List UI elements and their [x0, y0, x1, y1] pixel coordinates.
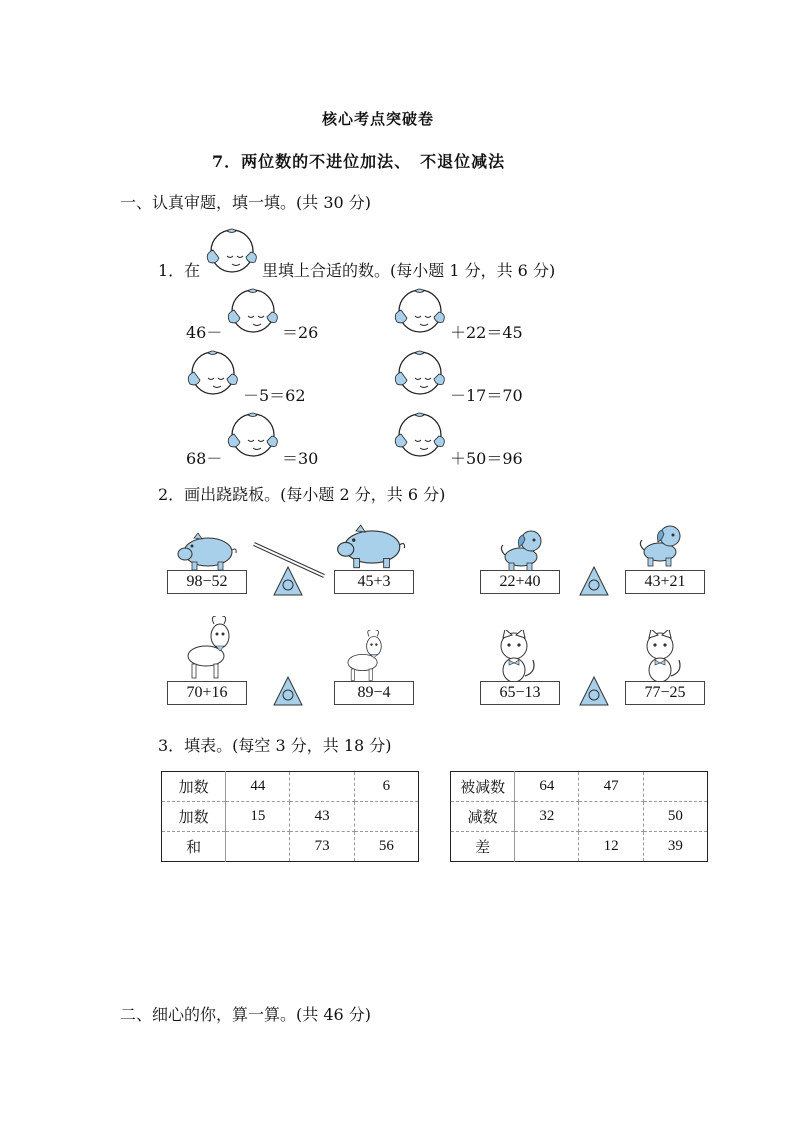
- table-cell: 39: [643, 832, 707, 862]
- expression-card: 70+16: [167, 681, 247, 705]
- answer-cell[interactable]: [643, 772, 707, 802]
- table-row: [162, 802, 419, 832]
- q1-item-1-before: 46－: [186, 323, 223, 342]
- fulcrum-triangle-icon: [273, 565, 304, 597]
- q1-item-6-after: ＋50＝96: [450, 449, 523, 468]
- page-title: 核心考点突破卷: [322, 110, 435, 128]
- table-cell: 56: [354, 832, 418, 862]
- table-cell: 12: [579, 832, 643, 862]
- answer-cell[interactable]: [515, 832, 579, 862]
- answer-bubble-2[interactable]: [393, 288, 449, 336]
- table-cell: 44: [226, 772, 290, 802]
- answer-bubble-4[interactable]: [393, 350, 449, 398]
- answer-cell[interactable]: [579, 802, 643, 832]
- expression-card: 65−13: [480, 681, 560, 705]
- row-header: 加数: [162, 802, 226, 832]
- answer-bubble-5[interactable]: [226, 412, 282, 460]
- goat-icon: [340, 630, 390, 682]
- answer-bubble-1[interactable]: [226, 288, 282, 336]
- expression-card: 43+21: [625, 570, 705, 594]
- goat-icon: [180, 616, 238, 680]
- section1-heading: 一、认真审题，填一填。(共 30 分): [120, 193, 372, 212]
- dog-icon: [497, 527, 545, 573]
- cat-icon: [638, 630, 684, 684]
- table-cell: 50: [643, 802, 707, 832]
- expression-card: 22+40: [480, 570, 560, 594]
- pig-icon: [332, 524, 410, 570]
- table-cell: 64: [515, 772, 579, 802]
- table-cell: 6: [354, 772, 418, 802]
- table-row: [451, 832, 708, 862]
- dog-icon: [636, 522, 686, 570]
- expression-card: 77−25: [625, 681, 705, 705]
- table-row: [162, 832, 419, 862]
- q3-label: 3．填表。(每空 3 分，共 18 分): [158, 736, 392, 755]
- q1-item-4-after: －17＝70: [450, 386, 523, 405]
- fulcrum-triangle-icon: [579, 675, 610, 707]
- answer-cell[interactable]: [226, 832, 290, 862]
- expression-card: 45+3: [334, 570, 414, 594]
- q1-prefix: 1．在: [158, 261, 201, 280]
- answer-bubble-icon: [205, 228, 261, 276]
- answer-cell[interactable]: [354, 802, 418, 832]
- q1-suffix: 里填上合适的数。(每小题 1 分，共 6 分): [262, 261, 556, 280]
- row-header: 被减数: [451, 772, 515, 802]
- q2-label: 2．画出跷跷板。(每小题 2 分，共 6 分): [158, 485, 446, 504]
- q1-item-5-after: ＝30: [282, 449, 319, 468]
- table-cell: 43: [290, 802, 354, 832]
- page-subtitle: 7．两位数的不进位加法、 不退位减法: [212, 152, 506, 171]
- addition-table: [161, 771, 419, 862]
- answer-bubble-3[interactable]: [186, 350, 242, 398]
- answer-cell[interactable]: [290, 772, 354, 802]
- answer-bubble-6[interactable]: [393, 412, 449, 460]
- fulcrum-triangle-icon: [273, 675, 304, 707]
- fulcrum-triangle-icon: [579, 565, 610, 597]
- row-header: 差: [451, 832, 515, 862]
- q1-item-1-after: ＝26: [282, 323, 319, 342]
- subtraction-table: [450, 771, 708, 862]
- q1-item-2-after: ＋22＝45: [450, 323, 523, 342]
- expression-card: 89−4: [334, 681, 414, 705]
- cat-icon: [492, 630, 538, 684]
- row-header: 加数: [162, 772, 226, 802]
- table-row: [451, 802, 708, 832]
- pig-icon: [176, 532, 238, 572]
- table-row: [451, 772, 708, 802]
- row-header: 和: [162, 832, 226, 862]
- table-cell: 47: [579, 772, 643, 802]
- table-cell: 32: [515, 802, 579, 832]
- table-cell: 73: [290, 832, 354, 862]
- table-row: [162, 772, 419, 802]
- expression-card: 98−52: [167, 570, 247, 594]
- table-cell: 15: [226, 802, 290, 832]
- q1-item-5-before: 68－: [186, 449, 223, 468]
- section2-heading: 二、细心的你，算一算。(共 46 分): [120, 1005, 372, 1024]
- row-header: 减数: [451, 802, 515, 832]
- q1-item-3-after: －5＝62: [243, 386, 306, 405]
